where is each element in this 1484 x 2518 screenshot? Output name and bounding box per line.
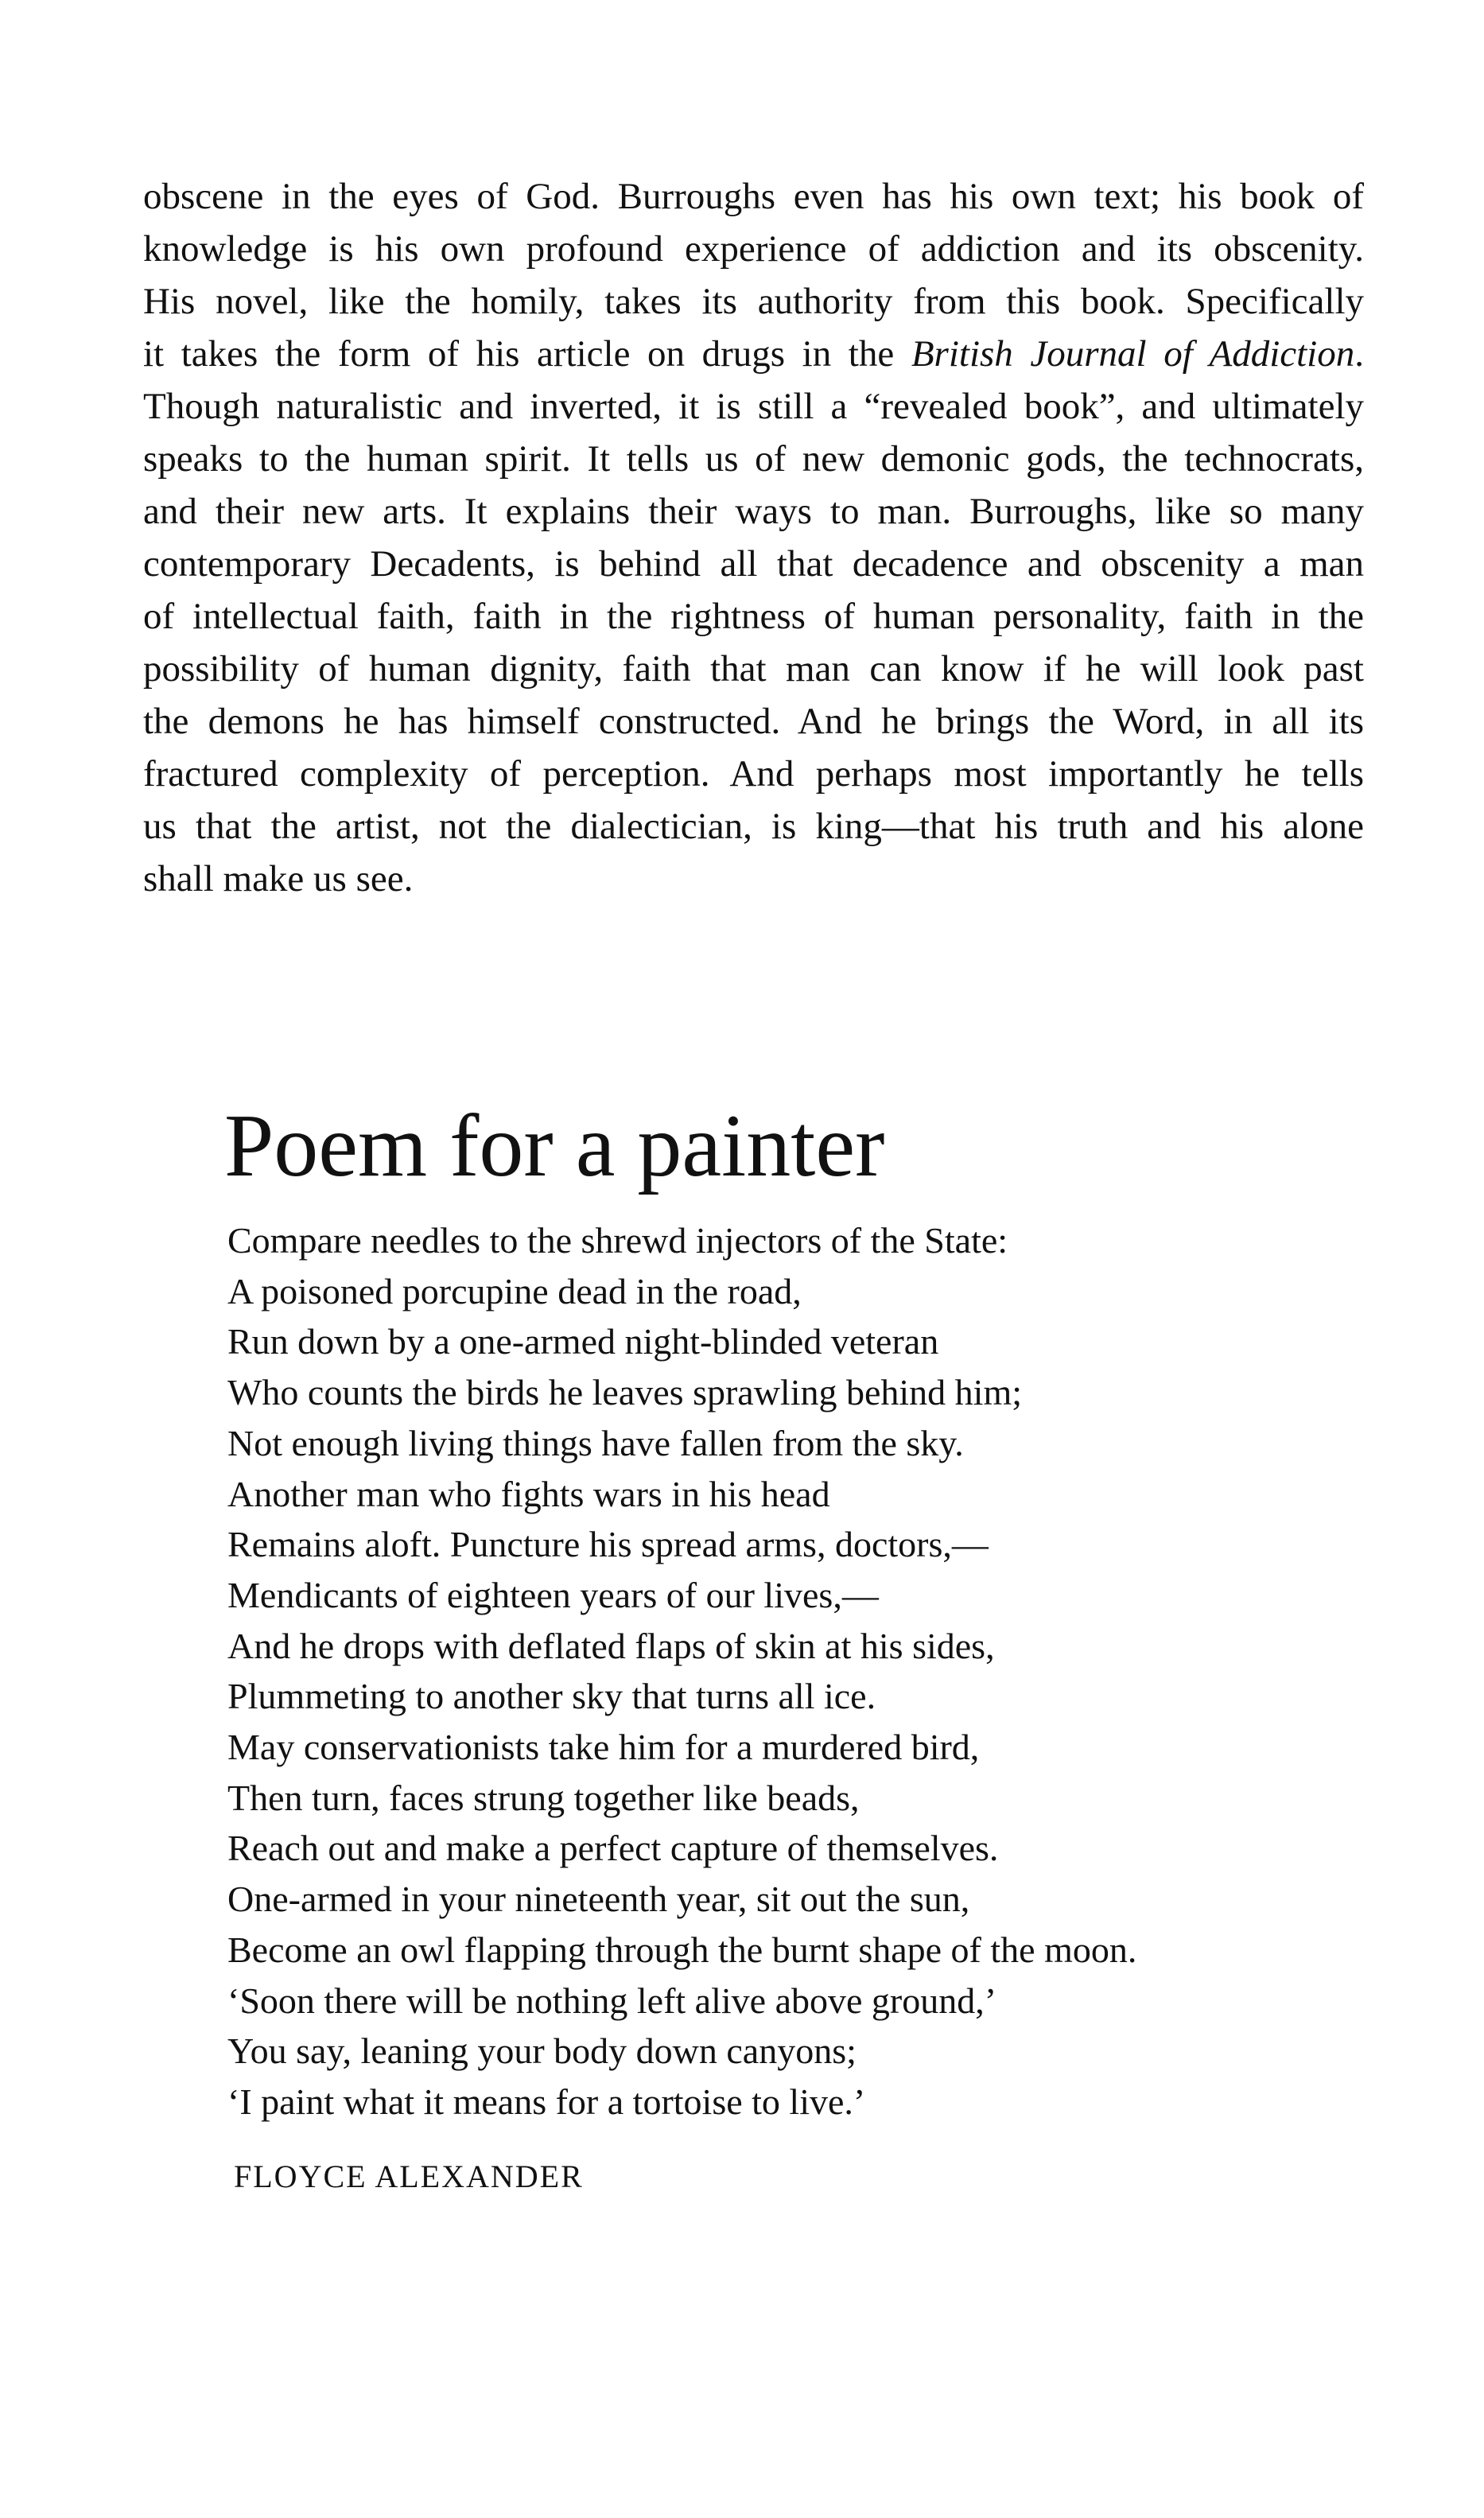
essay-line-suffix: . [1354, 333, 1364, 375]
poem-line: Remains aloft. Puncture his spread arms, doctors,— [227, 1524, 989, 1565]
poem-line: A poisoned porcupine dead in the road, [227, 1270, 802, 1311]
poem-line: Mendicants of eighteen years of our lives,— [227, 1574, 879, 1615]
poem-author: FLOYCE ALEXANDER [234, 2159, 584, 2194]
essay-line: of intellectual faith, faith in the rightness of human personality, faith in the [143, 596, 1364, 637]
poem-line: Plummeting to another sky that turns all ice. [227, 1676, 876, 1717]
poem-line: Run down by a one-armed night-blinded veteran [227, 1321, 939, 1362]
essay-line: obscene in the eyes of God. Burroughs even has his own text; his book of [143, 176, 1364, 217]
poem-line: You say, leaning your body down canyons; [227, 2030, 857, 2072]
poem-body [227, 1215, 1261, 2127]
essay-line: and their new arts. It explains their ways to man. Burroughs, like so many [143, 491, 1364, 532]
poem-line: One-armed in your nineteenth year, sit out the sun, [227, 1879, 970, 1920]
poem-line: And he drops with deflated flaps of skin at his sides, [227, 1625, 995, 1666]
essay-line: knowledge is his own profound experience of addiction and its obscenity. [143, 228, 1364, 270]
journal-title: British Journal of Addiction [911, 333, 1355, 375]
essay-line: fractured complexity of perception. And perhaps most importantly he tells [143, 753, 1364, 795]
essay-line: contemporary Decadents, is behind all that decadence and obscenity a man [143, 543, 1364, 585]
poem-line: Then turn, faces strung together like beads, [227, 1777, 860, 1818]
poem-line: Not enough living things have fallen from the sky. [227, 1422, 964, 1463]
poem-line: May conservationists take him for a murdered bird, [227, 1727, 980, 1768]
essay-line: His novel, like the homily, takes its authority from this book. Specifically [143, 281, 1364, 322]
poem-line: Reach out and make a perfect capture of themselves. [227, 1828, 999, 1869]
essay-paragraph [143, 170, 1364, 905]
essay-line: speaks to the human spirit. It tells us of new demonic gods, the technocrats, [143, 438, 1364, 480]
essay-line: possibility of human dignity, faith that man can know if he will look past [143, 648, 1364, 690]
poem-line: ‘I paint what it means for a tortoise to live.’ [227, 2081, 866, 2122]
essay-line: the demons he has himself constructed. And he brings the Word, in all its [143, 701, 1364, 742]
essay-line: Though naturalistic and inverted, it is still a “revealed book”, and ultimately [143, 386, 1364, 427]
poem-line: Become an owl flapping through the burnt shape of the moon. [227, 1929, 1137, 1970]
essay-line: us that the artist, not the dialectician, is king—that his truth and his alone [143, 806, 1364, 847]
essay-line: shall make us see. [143, 858, 414, 900]
poem-line: Who counts the birds he leaves sprawling behind him; [227, 1372, 1023, 1413]
essay-line-prefix: it takes the form of his article on drugs in the [143, 333, 911, 375]
poem-line: Compare needles to the shrewd injectors of the State: [227, 1220, 1008, 1261]
poem-line: Another man who fights wars in his head [227, 1473, 830, 1514]
poem-line: ‘Soon there will be nothing left alive above ground,’ [227, 1980, 997, 2021]
essay-line-with-citation [143, 328, 1364, 380]
poem-title: Poem for a painter [224, 1097, 885, 1195]
